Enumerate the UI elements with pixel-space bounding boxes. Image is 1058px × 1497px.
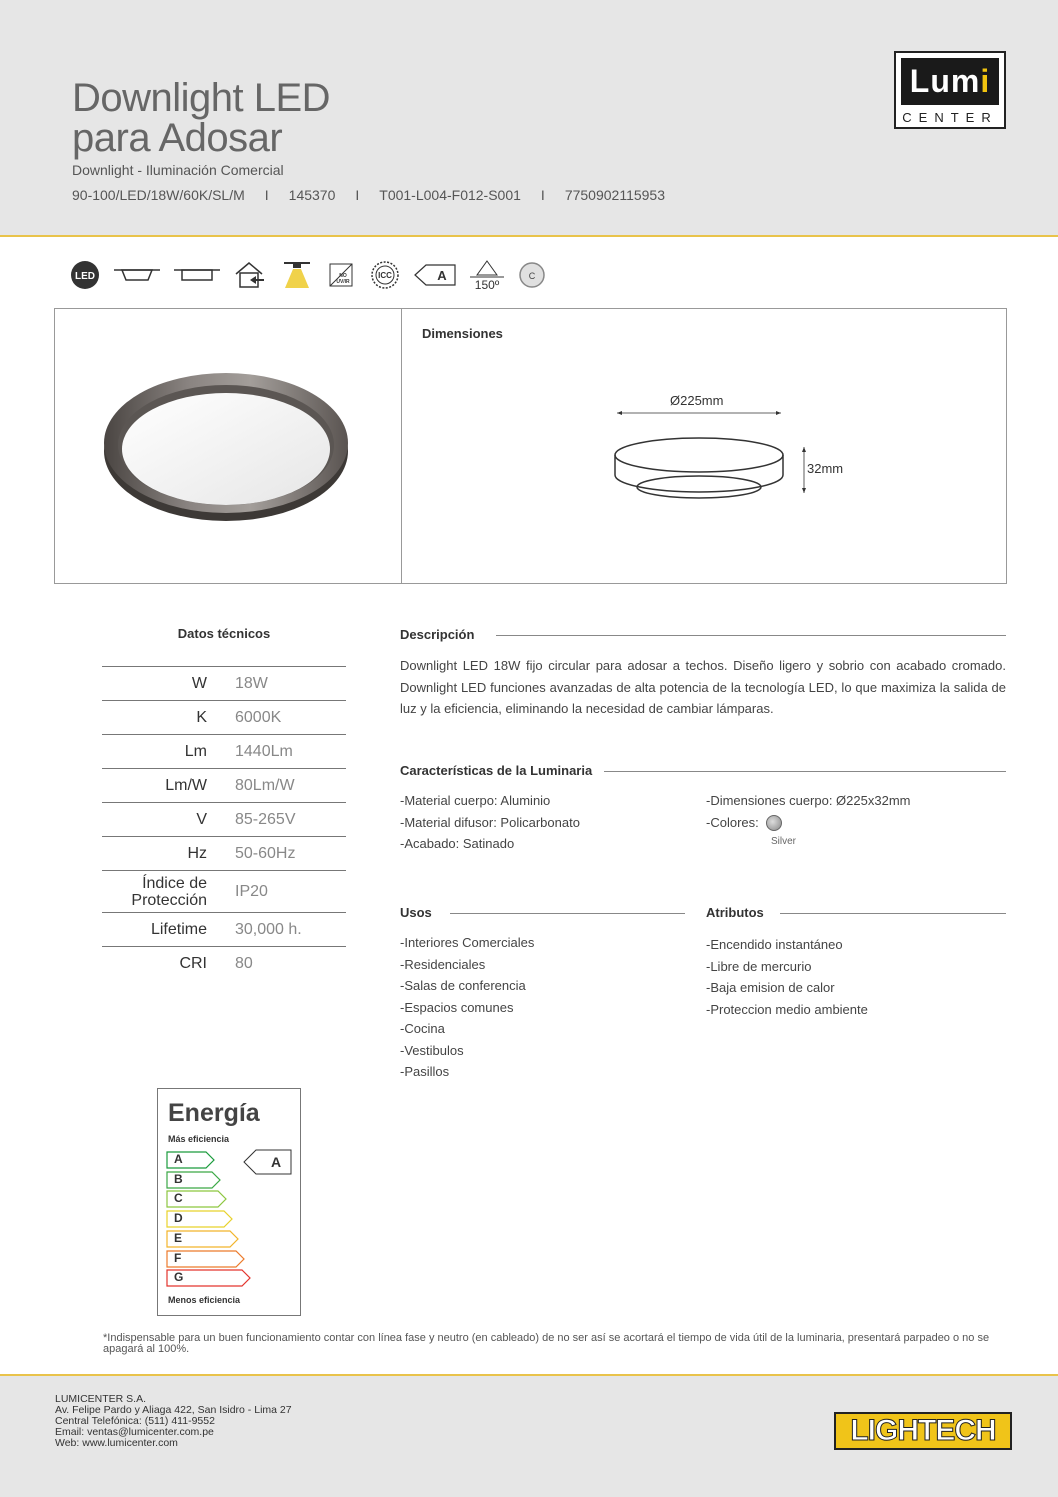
- feature-icons-row: [70, 255, 560, 295]
- dimensions-title: Dimensiones: [422, 326, 503, 341]
- tech-row: [102, 870, 346, 912]
- tech-label: V: [196, 811, 207, 828]
- silver-swatch: [766, 815, 782, 831]
- description-text: Downlight LED 18W fijo circular para adosar a techos. Diseño ligero y sobrio con acabado cromado. Downlight LED funciones avanzadas de alta potencia de la tecnología LED, lo que maximiza la salida de luz y la eficiencia, eliminando la necesidad de cambiar lámparas.: [400, 658, 1006, 716]
- list-item: -Pasillos: [400, 1064, 450, 1079]
- footnote: *Indispensable para un buen funcionamiento contar con línea fase y neutro (en cableado) de no ser así se acortará el tiempo de vida útil de la luminaria, presentará parpadeo o no se apagará al 100%.: [103, 1332, 990, 1355]
- list-item: -Proteccion medio ambiente: [706, 1001, 868, 1017]
- code-separator: I: [540, 187, 545, 203]
- logo-text-i: i: [980, 63, 991, 99]
- led-icon: [70, 260, 100, 290]
- icc-icon: [370, 260, 400, 290]
- code-separator: I: [355, 187, 360, 203]
- company-phone: Central Telefónica: (511) 411-9552: [55, 1415, 215, 1427]
- svg-text:C: C: [528, 271, 536, 281]
- lumicenter-logo: [894, 51, 1006, 129]
- company-web[interactable]: Web: www.lumicenter.com: [55, 1437, 178, 1449]
- surface-mount-icon: [174, 265, 220, 285]
- diameter-label: Ø225mm: [670, 393, 724, 408]
- tech-value: 1440Lm: [235, 742, 293, 760]
- tech-row: [102, 768, 346, 802]
- energy-label: [157, 1088, 301, 1316]
- tech-value: 6000K: [235, 708, 282, 726]
- tech-label: K: [196, 709, 207, 726]
- product-box: [54, 308, 1007, 584]
- tech-row: [102, 700, 346, 734]
- energy-class-letter: C: [174, 1191, 183, 1206]
- tech-value: 18W: [235, 674, 268, 692]
- list-item: -Material difusor: Policarbonato: [400, 814, 580, 830]
- tech-label: Lm: [184, 743, 207, 760]
- svg-text:UV/IR: UV/IR: [336, 279, 350, 285]
- atributos-title: Atributos: [706, 905, 776, 920]
- company-email[interactable]: Email: ventas@lumicenter.com.pe: [55, 1426, 214, 1438]
- usos-list: [400, 932, 534, 1083]
- tech-label: Lm/W: [165, 777, 207, 794]
- code-separator: I: [264, 187, 269, 203]
- list-item: -Espacios comunes: [400, 999, 514, 1015]
- logo-subtext: CENTER: [902, 110, 998, 125]
- tech-value: 80Lm/W: [235, 776, 295, 794]
- tech-label: W: [191, 675, 207, 692]
- energy-more-efficiency: Más eficiencia: [168, 1134, 230, 1144]
- page-subtitle: Downlight - Iluminación Comercial: [72, 162, 284, 178]
- section-rule: [450, 913, 685, 914]
- list-item: -Interiores Comerciales: [400, 935, 535, 950]
- indoor-use-icon: [234, 261, 268, 289]
- section-rule: [780, 913, 1006, 914]
- svg-text:LED: LED: [75, 271, 95, 282]
- list-item: -Material cuerpo: Aluminio: [400, 793, 551, 808]
- beam-angle-icon: [470, 259, 504, 291]
- svg-text:A: A: [437, 268, 447, 283]
- list-item: -Libre de mercurio: [706, 958, 812, 974]
- logo-wordmark: [901, 58, 999, 105]
- title-line-2: para Adosar: [72, 116, 283, 160]
- product-image: [101, 365, 361, 530]
- tech-row: [102, 836, 346, 870]
- list-item: -Cocina: [400, 1021, 445, 1036]
- energy-class-letter: G: [174, 1270, 184, 1285]
- tech-row: [102, 802, 346, 836]
- list-item: -Dimensiones cuerpo: Ø225x32mm: [706, 793, 911, 808]
- tech-data-table: [102, 666, 346, 980]
- tech-value: 50-60Hz: [235, 844, 296, 862]
- energy-class-letter: F: [174, 1250, 182, 1265]
- characteristics-title: Características de la Luminaria: [400, 763, 604, 778]
- energy-class-letter: B: [174, 1171, 183, 1186]
- svg-text:ICC: ICC: [378, 271, 392, 280]
- description-title: Descripción: [400, 627, 486, 642]
- tech-label: CRI: [179, 955, 207, 972]
- tech-label: Hz: [187, 845, 207, 862]
- height-label: 32mm: [807, 461, 844, 476]
- list-item: -Vestibulos: [400, 1042, 464, 1058]
- energy-title: Energía: [168, 1099, 260, 1127]
- silver-label: Silver: [771, 836, 797, 847]
- svg-text:A: A: [270, 1154, 282, 1170]
- energy-class-letter: D: [174, 1211, 183, 1226]
- atributos-list: [706, 934, 868, 1020]
- characteristics-right-list: [706, 790, 910, 833]
- tech-row: [102, 734, 346, 768]
- usos-title: Usos: [400, 905, 444, 920]
- tech-label: Índice de Protección: [131, 874, 207, 909]
- logo-text: Lum: [909, 63, 981, 99]
- company-info: [55, 1394, 292, 1449]
- list-item-colors: [706, 812, 910, 834]
- company-name: LUMICENTER S.A.: [55, 1393, 147, 1405]
- no-uvir-icon: [326, 260, 356, 290]
- section-rule: [496, 635, 1006, 636]
- tech-value: IP20: [235, 882, 268, 900]
- tech-row: [102, 912, 346, 946]
- barcode-number: 7750902115953: [564, 187, 665, 203]
- title-line-1: Downlight LED: [72, 76, 331, 120]
- tech-row: [102, 666, 346, 700]
- tech-value: 80: [235, 954, 253, 972]
- box-divider: [401, 309, 402, 583]
- tech-label: Lifetime: [150, 921, 207, 938]
- page-title: [72, 78, 330, 158]
- lightech-logo-text: LIGHTECH: [850, 1414, 996, 1447]
- sku-code: 145370: [288, 187, 336, 203]
- tech-value: 30,000 h.: [235, 920, 302, 938]
- model-code: 90-100/LED/18W/60K/SL/M: [72, 187, 245, 203]
- product-codes: [72, 187, 665, 203]
- list-item: -Encendido instantáneo: [706, 937, 843, 952]
- tech-row: [102, 946, 346, 980]
- energy-class-icon: [414, 264, 456, 286]
- ceiling-light-icon: [282, 260, 312, 290]
- list-item: -Residenciales: [400, 956, 486, 972]
- svg-text:NO: NO: [339, 273, 347, 279]
- tech-data-title: Datos técnicos: [177, 626, 271, 641]
- list-item: -Salas de conferencia: [400, 978, 526, 993]
- energy-class-letter: A: [174, 1152, 183, 1166]
- lightech-logo: [834, 1412, 1012, 1450]
- dimension-drawing: [605, 405, 815, 520]
- energy-class-letter: E: [174, 1230, 183, 1245]
- characteristics-left-list: [400, 790, 580, 855]
- section-rule: [600, 771, 1006, 772]
- list-item: -Baja emision de calor: [706, 980, 835, 995]
- tech-value: 85-265V: [235, 810, 296, 828]
- recessed-mount-icon: [114, 265, 160, 285]
- energy-rating-arrow: [243, 1149, 293, 1180]
- company-address: Av. Felipe Pardo y Aliaga 422, San Isidro - Lima 27: [55, 1404, 292, 1416]
- list-item: -Acabado: Satinado: [400, 836, 515, 851]
- color-code-icon: [518, 261, 546, 289]
- energy-class-g: [166, 1269, 252, 1292]
- header-divider: [0, 235, 1058, 237]
- energy-less-efficiency: Menos eficiencia: [168, 1295, 241, 1305]
- colors-label: -Colores:: [706, 814, 759, 830]
- classification-code: T001-L004-F012-S001: [379, 187, 521, 203]
- beam-angle-label: 150º: [474, 278, 500, 292]
